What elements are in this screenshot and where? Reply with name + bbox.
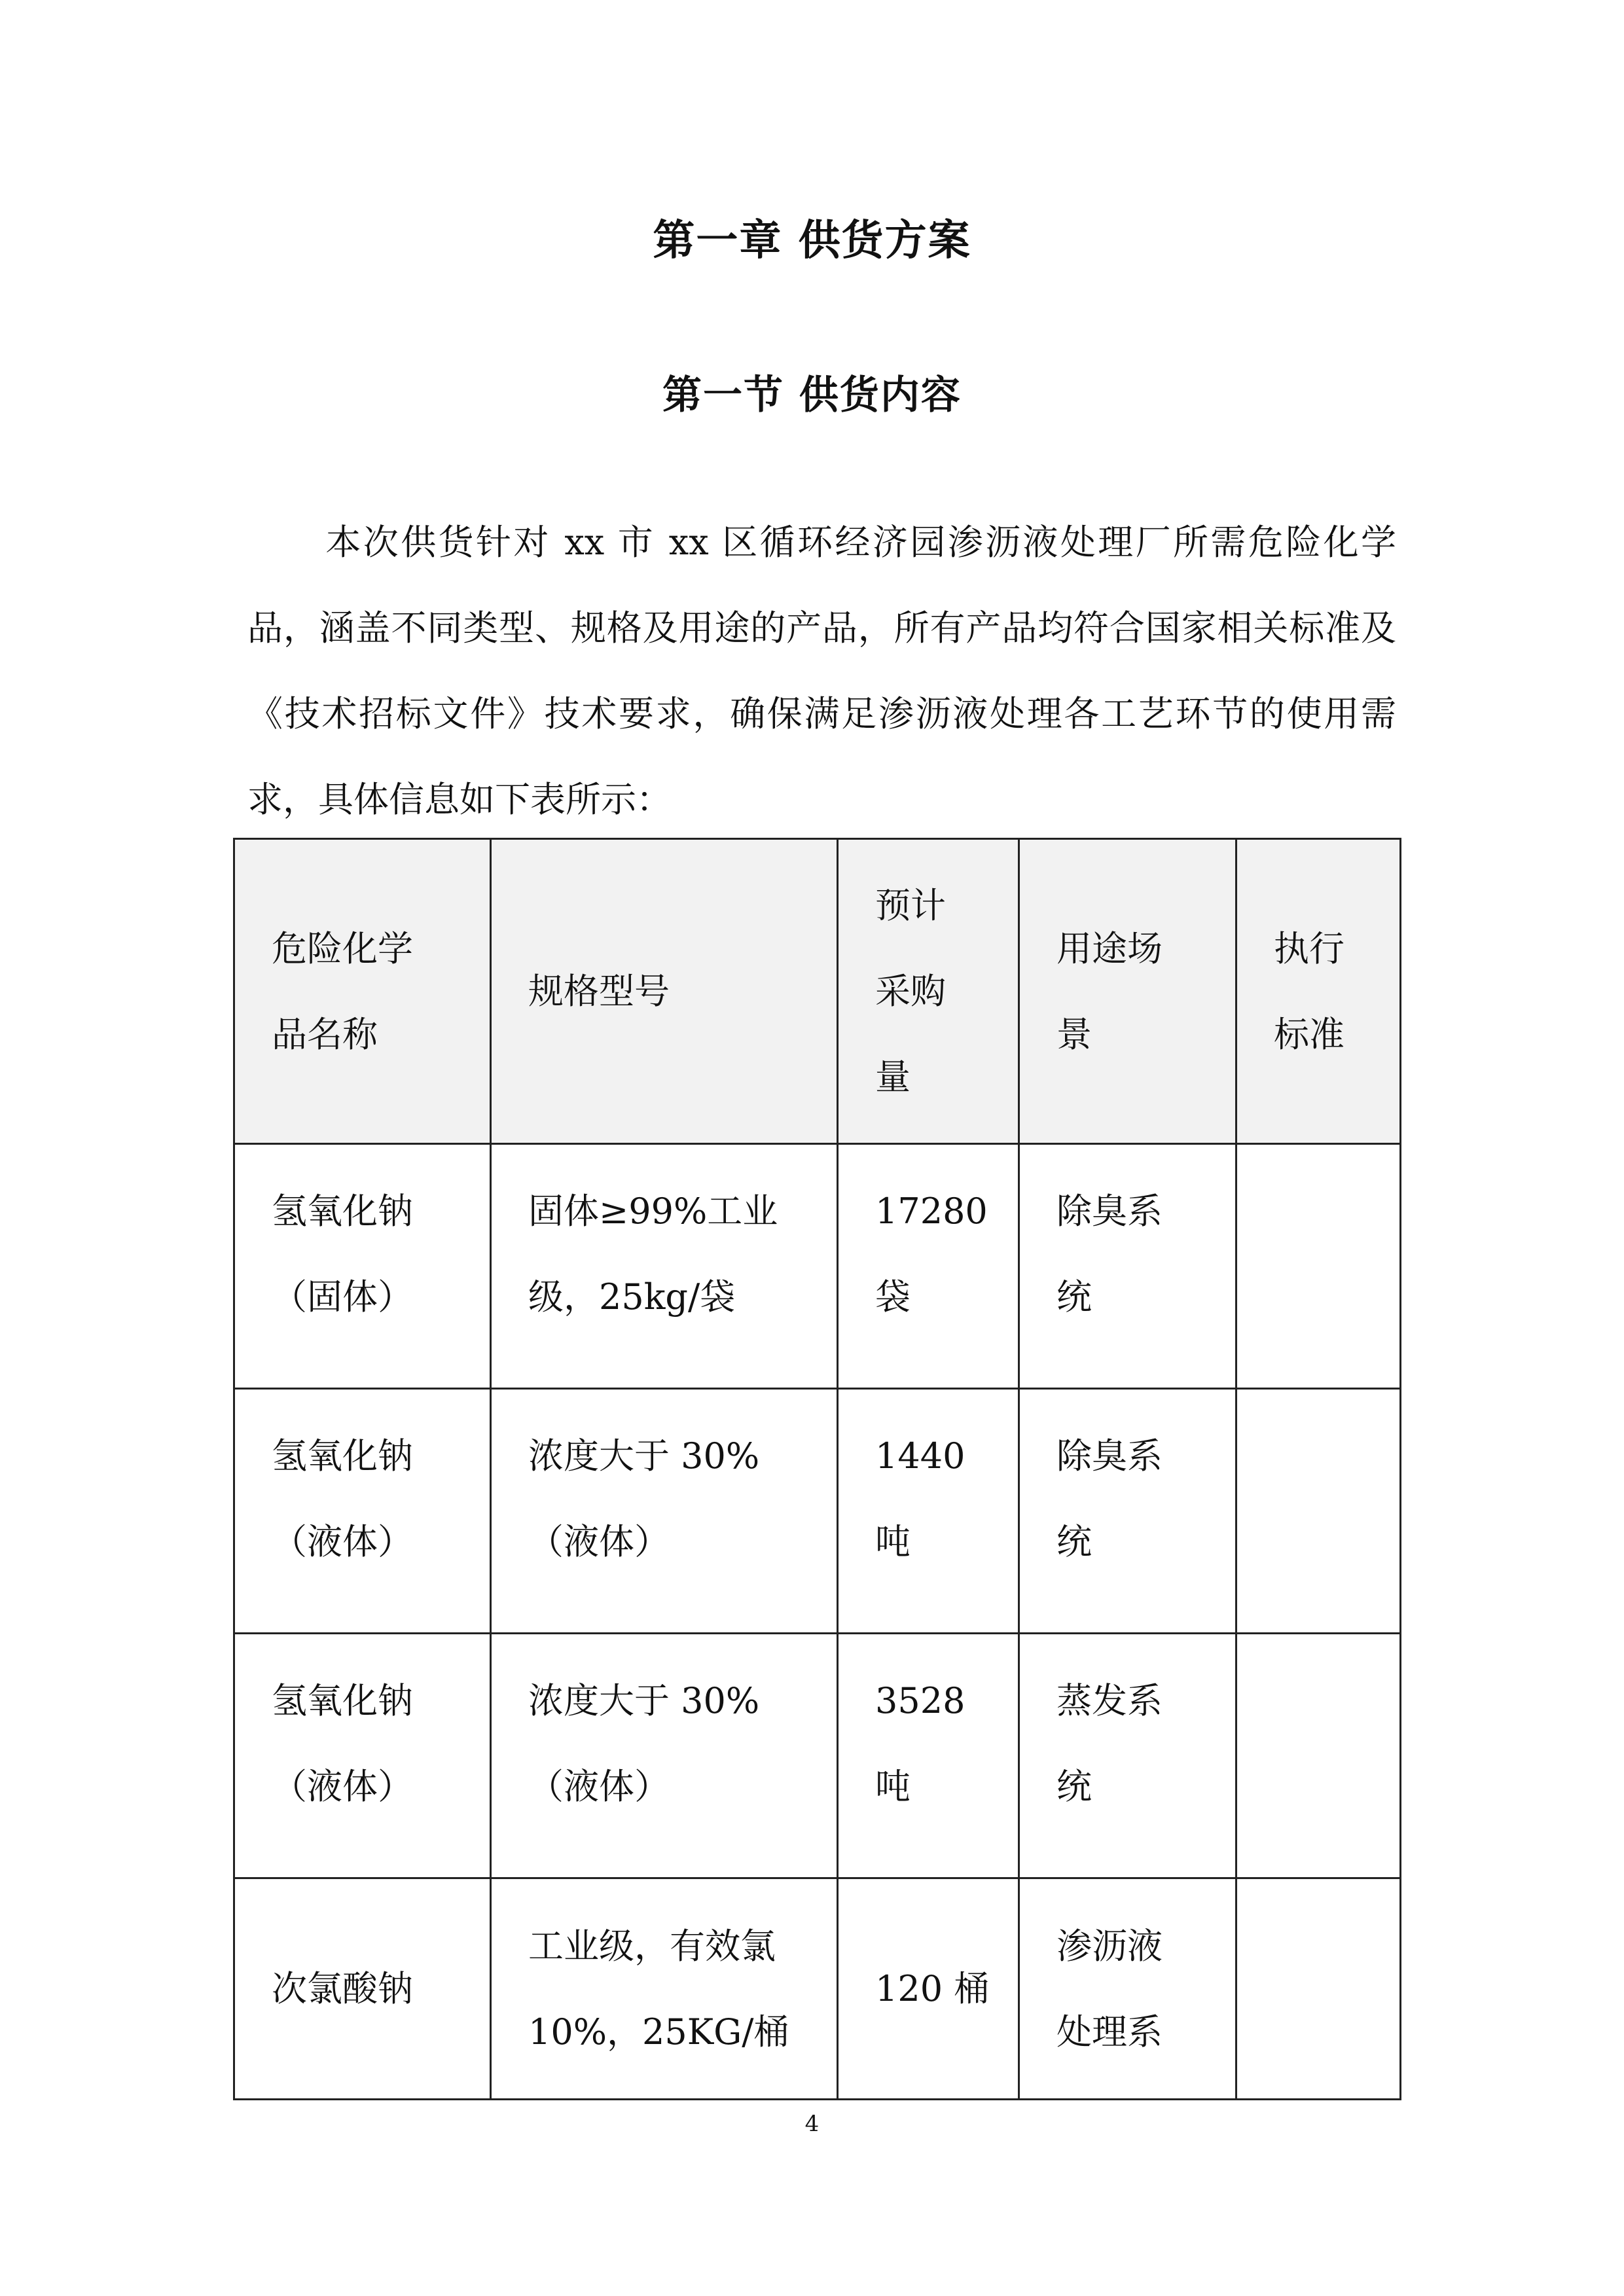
header-usage: 用途场 景: [1019, 839, 1236, 1144]
cell-standard: [1236, 1144, 1401, 1389]
section-title: 第一节 供货内容: [662, 372, 962, 418]
page-number: 4: [804, 2111, 820, 2137]
cell-standard: [1236, 1634, 1401, 1878]
header-chemical-name: 危险化学 品名称: [234, 839, 491, 1144]
cell-usage: 蒸发系 统: [1019, 1634, 1236, 1878]
cell-spec: 工业级，有效氯 10%，25KG/桶: [491, 1878, 838, 2100]
cell-spec: 固体≥99%工业 级，25kg/袋: [491, 1144, 838, 1389]
table-row: [234, 1878, 1401, 2100]
chemicals-table: [233, 838, 1401, 2100]
cell-usage: 渗沥液 处理系: [1019, 1878, 1236, 2100]
cell-quantity: 1440 吨: [838, 1389, 1019, 1634]
table-row: [234, 1389, 1401, 1634]
intro-paragraph: [247, 499, 1396, 842]
cell-quantity: 120 桶: [838, 1878, 1019, 2100]
cell-chemical-name: 氢氧化钠 （固体）: [234, 1144, 491, 1389]
cell-standard: [1236, 1878, 1401, 2100]
cell-usage: 除臭系 统: [1019, 1389, 1236, 1634]
cell-chemical-name: 氢氧化钠 （液体）: [234, 1389, 491, 1634]
header-spec: 规格型号: [491, 839, 838, 1144]
table-row: [234, 1144, 1401, 1389]
cell-quantity: 3528 吨: [838, 1634, 1019, 1878]
chapter-title: 第一章 供货方案: [653, 217, 971, 265]
table-header-row: [234, 839, 1401, 1144]
table-row: [234, 1634, 1401, 1878]
cell-spec: 浓度大于 30% （液体）: [491, 1634, 838, 1878]
cell-chemical-name: 氢氧化钠 （液体）: [234, 1634, 491, 1878]
cell-quantity: 17280 袋: [838, 1144, 1019, 1389]
cell-chemical-name: 次氯酸钠: [234, 1878, 491, 2100]
cell-usage: 除臭系 统: [1019, 1144, 1236, 1389]
header-quantity: 预计 采购 量: [838, 839, 1019, 1144]
cell-spec: 浓度大于 30% （液体）: [491, 1389, 838, 1634]
cell-standard: [1236, 1389, 1401, 1634]
header-standard: 执行 标准: [1236, 839, 1401, 1144]
intro-text: 本次供货针对 xx 市 xx 区循环经济园渗沥液处理厂所需危险化学品，涵盖不同类型、规格及用途的产品，所有产品均符合国家相关标准及《技术招标文件》技术要求，确保满足渗沥液处理各工艺环节的使用需求，具体信息如下表所示：: [247, 522, 1396, 820]
